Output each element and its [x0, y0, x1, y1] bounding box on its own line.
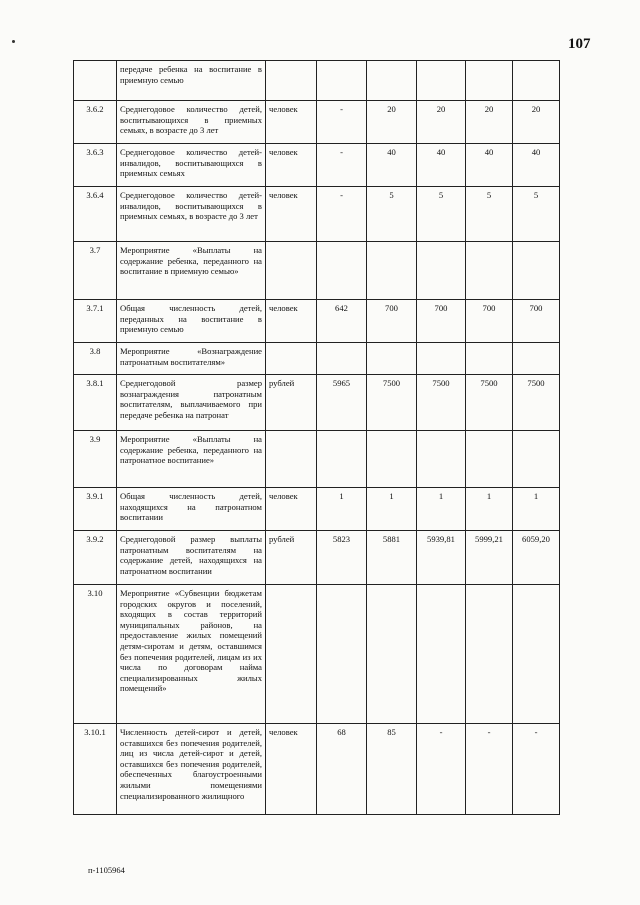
row-indicator-name: передаче ребенка на воспитание в приемную семью [117, 61, 266, 101]
row-value-2 [367, 585, 417, 724]
row-value-4 [466, 242, 513, 300]
table-row [74, 187, 560, 242]
document-footer-code: п-1105964 [88, 865, 125, 875]
row-value-5: 40 [513, 144, 560, 187]
row-value-3 [417, 431, 466, 488]
row-value-5: 20 [513, 101, 560, 144]
row-code: 3.8.1 [74, 375, 117, 431]
table-row [74, 431, 560, 488]
row-value-2 [367, 431, 417, 488]
row-unit [266, 431, 317, 488]
table-row [74, 585, 560, 724]
row-unit: человек [266, 724, 317, 815]
row-code: 3.7.1 [74, 300, 117, 343]
row-value-5: - [513, 724, 560, 815]
row-indicator-name: Мероприятие «Выплаты на содержание ребенка, переданного на патронатное воспитание» [117, 431, 266, 488]
row-value-5 [513, 61, 560, 101]
table-row [74, 144, 560, 187]
row-value-5: 700 [513, 300, 560, 343]
row-value-3: 5 [417, 187, 466, 242]
row-value-2: 5 [367, 187, 417, 242]
row-indicator-name: Среднегодовое количество детей-инвалидов, воспитывающихся в приемных семьях, в возрасте до 3 лет [117, 187, 266, 242]
row-indicator-name: Общая численность детей, находящихся на патронатном воспитании [117, 488, 266, 531]
row-value-2: 5881 [367, 531, 417, 585]
row-value-5 [513, 242, 560, 300]
row-value-4 [466, 431, 513, 488]
row-value-1: 642 [317, 300, 367, 343]
row-value-3 [417, 242, 466, 300]
row-value-3: 1 [417, 488, 466, 531]
scan-mark [12, 40, 15, 43]
row-unit [266, 61, 317, 101]
row-value-3 [417, 585, 466, 724]
row-code: 3.6.4 [74, 187, 117, 242]
row-value-5: 1 [513, 488, 560, 531]
page-number: 107 [568, 36, 591, 52]
row-unit [266, 585, 317, 724]
row-indicator-name: Среднегодовой размер выплаты патронатным воспитателям на содержание детей, находящихся на патронатном воспитании [117, 531, 266, 585]
row-value-5: 6059,20 [513, 531, 560, 585]
table-row [74, 101, 560, 144]
row-value-1 [317, 431, 367, 488]
row-value-3 [417, 343, 466, 375]
row-value-3: 7500 [417, 375, 466, 431]
row-indicator-name: Мероприятие «Выплаты на содержание ребенка, переданного на воспитание в приемную семью» [117, 242, 266, 300]
row-code: 3.10 [74, 585, 117, 724]
row-indicator-name: Мероприятие «Субвенции бюджетам городских округов и поселений, входящих в состав территорий муниципальных районов, на предоставление жилых помещений детям-сиротам и детям, оставшимся без попечения родителей, лицам из их числа по договорам найма специализированных жилых помещений» [117, 585, 266, 724]
row-value-3: 20 [417, 101, 466, 144]
row-indicator-name: Мероприятие «Вознаграждение патронатным воспитателям» [117, 343, 266, 375]
row-code: 3.9.1 [74, 488, 117, 531]
row-value-4 [466, 585, 513, 724]
row-value-2 [367, 242, 417, 300]
row-code: 3.8 [74, 343, 117, 375]
table-row [74, 724, 560, 815]
table-row [74, 343, 560, 375]
row-value-4 [466, 343, 513, 375]
row-value-4: 5 [466, 187, 513, 242]
row-code: 3.6.2 [74, 101, 117, 144]
row-value-3: 700 [417, 300, 466, 343]
row-unit: рублей [266, 531, 317, 585]
table-row [74, 488, 560, 531]
row-unit: человек [266, 187, 317, 242]
row-unit: рублей [266, 375, 317, 431]
row-value-4: - [466, 724, 513, 815]
row-value-5: 7500 [513, 375, 560, 431]
indicators-table [73, 60, 560, 815]
row-value-3: 40 [417, 144, 466, 187]
row-value-2 [367, 343, 417, 375]
row-indicator-name: Среднегодовое количество детей-инвалидов, воспитывающихся в приемных семьях [117, 144, 266, 187]
row-unit: человек [266, 300, 317, 343]
row-unit: человек [266, 144, 317, 187]
row-value-4: 1 [466, 488, 513, 531]
row-value-4: 7500 [466, 375, 513, 431]
table-row [74, 61, 560, 101]
row-value-1: 5823 [317, 531, 367, 585]
row-value-4: 40 [466, 144, 513, 187]
row-value-1: 5965 [317, 375, 367, 431]
row-value-4 [466, 61, 513, 101]
row-value-1: - [317, 144, 367, 187]
row-value-1 [317, 61, 367, 101]
row-value-5 [513, 431, 560, 488]
row-value-2: 7500 [367, 375, 417, 431]
row-value-1 [317, 343, 367, 375]
row-value-4: 700 [466, 300, 513, 343]
row-value-1: 68 [317, 724, 367, 815]
row-value-2: 85 [367, 724, 417, 815]
row-code: 3.7 [74, 242, 117, 300]
row-value-3: 5939,81 [417, 531, 466, 585]
table-row [74, 375, 560, 431]
table-row [74, 242, 560, 300]
row-indicator-name: Среднегодовой размер вознаграждения патронатным воспитателям, выплачиваемого при передаче ребенка на патронат [117, 375, 266, 431]
table-row [74, 300, 560, 343]
row-indicator-name: Среднегодовое количество детей, воспитывающихся в приемных семьях, в возрасте до 3 лет [117, 101, 266, 144]
row-value-5: 5 [513, 187, 560, 242]
row-unit [266, 242, 317, 300]
row-value-1: 1 [317, 488, 367, 531]
row-indicator-name: Численность детей-сирот и детей, оставшихся без попечения родителей, лиц из числа детей-сирот и детей, оставшихся без попечения родителей, обеспеченных благоустроенными жилыми помещениями специализированного жилищного [117, 724, 266, 815]
row-code: 3.9 [74, 431, 117, 488]
row-indicator-name: Общая численность детей, переданных на воспитание в приемную семью [117, 300, 266, 343]
row-value-1: - [317, 101, 367, 144]
row-value-1 [317, 585, 367, 724]
row-code: 3.10.1 [74, 724, 117, 815]
row-value-1: - [317, 187, 367, 242]
row-value-2: 20 [367, 101, 417, 144]
row-value-1 [317, 242, 367, 300]
row-value-2: 1 [367, 488, 417, 531]
row-unit: человек [266, 101, 317, 144]
table-row [74, 531, 560, 585]
row-value-2: 40 [367, 144, 417, 187]
row-value-2: 700 [367, 300, 417, 343]
row-code [74, 61, 117, 101]
row-value-5 [513, 585, 560, 724]
row-value-3: - [417, 724, 466, 815]
row-value-4: 20 [466, 101, 513, 144]
row-value-2 [367, 61, 417, 101]
row-code: 3.6.3 [74, 144, 117, 187]
row-code: 3.9.2 [74, 531, 117, 585]
row-value-4: 5999,21 [466, 531, 513, 585]
row-unit [266, 343, 317, 375]
row-value-3 [417, 61, 466, 101]
row-value-5 [513, 343, 560, 375]
row-unit: человек [266, 488, 317, 531]
